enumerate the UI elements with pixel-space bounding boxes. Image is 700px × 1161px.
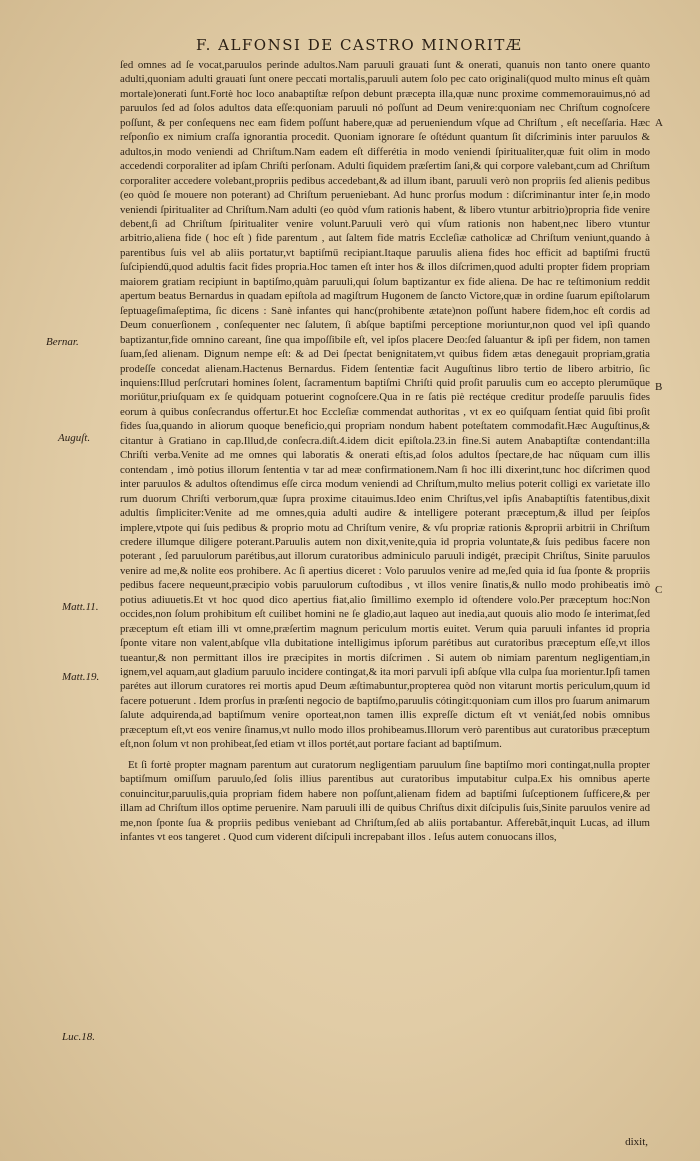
margin-note-matt-19: Matt.19. bbox=[62, 671, 100, 683]
section-letter-b: B bbox=[655, 381, 663, 393]
margin-note-luc-18: Luc.18. bbox=[62, 1031, 95, 1043]
margin-note-matt-11: Matt.11. bbox=[62, 601, 99, 613]
margin-note-bernardus: Bernar. bbox=[46, 336, 79, 348]
main-text-block bbox=[120, 58, 650, 844]
margin-note-augustinus: Auguſt. bbox=[58, 432, 91, 444]
running-header: F. ALFONSI DE CASTRO MINORITÆ bbox=[196, 36, 523, 54]
paragraph-2: Et ſi fortè propter magnam parentum aut curatorum negligentiam paruulum ſine baptiſmo mori contingat,nulla propter baptiſmum omiſſum paruulo,ſed ſolis illius parentibus aut curatoribus imputabitur culpa.Ex his omnibus aperte conuincitur,paruulis,quia propriam fidem habere non poſſunt,alienam fidem ad baptiſmi ſuſceptionem ſufficere,& per illam ad Chriſtum illos optime peruenire. Nam paruuli illi de quibus Chriſtus dixit diſcipulis ſuis,Sinite paruulos venire ad me,non ſponte ſua & propriis pedibus veniebant ad Chriſtum,ſed ab aliis portabantur. Afferebãt,inquit Lucas, ad illum infantes vt eos tangeret . Quod cum viderent diſcipuli increpabant illos . Ieſus autem conuocans illos, bbox=[120, 758, 650, 844]
catchword: dixit, bbox=[625, 1136, 648, 1148]
section-letter-a: A bbox=[655, 117, 663, 129]
section-letter-c: C bbox=[655, 584, 663, 596]
paragraph-1: ſed omnes ad ſe vocat,paruulos perinde adultos.Nam paruuli grauati ſunt & onerati, quanuis non tanto onere quanto adulti,quoniam adulti grauati ſunt onere peccati mortalis,paruuli autem ſolo pec cato originali(quod multo minus eſt quàm mortale)onerati ſunt.Fortè hoc loco anabaptiſtæ reſpon debunt præcepta illa,quæ nunc proxime commemorauimus,nó ad paruulos ſed ad ſolos adultos data eſſe:quoniam paruuli nó poſſunt ad Deum venire:quoniam nec Chriſtum cognoſcere poſſunt, & per conſequens nec eam fidem poſſunt habere,quæ ad perueniendum vſque ad Chriſtum , eſt neceſſaria. Hæc reſponſio ex nimium craſſa ignorantia procedit. Quoniam ignorare ſe oſtédunt quantum ſit diſcriminis inter paruulos & adultos,in modo veniendi ad Chriſtum.Nam eadem eſt differétia in modo veniendi ſpiritualiter,quæ fuit olim in modo accedendi corporaliter ad ipſam Chriſti perſonam. Adulti ſiquidem præſertim ſani,& qui corpore valebant,cum ad Chriſtum corporaliter accedere volebant,propriis pedibus accedebant,& ad illum ibant, paruuli verò non propriis ſed alienis pedibus (eo quòd ſe mouere non poterant) ad Chriſtum perueniebant. Ad hunc prorſus modum : diſcriminantur inter ſe,in modo veniendi ſpiritualiter ad Chriſtum.Nam adulti (eo quòd vſum rationis habent, & libero vtuntur arbitrio)propria fide venire debent,ſi ad Chriſtum ſpiritualiter venire volunt.Paruuli verò qui vſum rationis non habent,nec libero vtuntur arbitrio,aliena fide ( hoc eſt ) fide parentum , aut ſaltem fide matris Eccleſiæ catholicæ ad Chriſtum veniunt,quando à parentibus ſuis vel ab aliis portatur,vt baptiſmű recipiant.Itaque paruulis aliena fides hoc efficit ad baptiſmi fructű ſuſcipiendű,quod adultis facit fides propria.Hoc tamen eſt inter hos & illos diſcrimen,quod adulti propter fidem propriam maiorem gratiam recipiunt in baptiſmo,quàm paruuli,qui ſolum baptizantur ex fide aliena. De hac re teſtimonium reddit apertum beatus Bernardus in quadam epiſtola ad magiſtrum Hugonem de ſancto Victore,quæ in ordine ſuarum epiſtolarum ſeptuageſimaſeptima, ſic dicens : Sanè infantes qui hanc(prohibente ætate)non poſſunt habere fidem,hoc eſt cordis ad Deum conuerſionem , conſequenter nec ſalutem, ſi abſque baptiſmi perceptione moriuntur,non quod vel ipſi quando baptizantur,fide omnino careant, ſine qua impoſſibile eſt, vel ipſos placere Deo:ſed ſaluantur & ipſi per fidem, non tamen ſuam,ſed alienam. Dignum nempe eſt: & ad Dei ſpectat benignitatem,vt quibus fidem ætas denegauit propriam,gratia prodeſſe concedat alienam.Hactenus Bernardus. Fidem ſententiæ facit Auguſtinus libro tertio de libero arbitrio, ſic inquiens:Illud perſcrutari homines ſolent, ſacramentum baptiſmi Chriſti quid proſit paruulis cum eo accepto pleruműque moriűtur,priuſquam ex ſe quidquam potuerint cognoſcere.Qua in re ſatis piè rectéque creditur prodeſſe paruulis fides eorum à quibus conſecrandus offertur.Et hoc Eccleſiæ commendat authoritas , vt ex eo quiſquam ſentiat quid ſibi proſit fides ſua,quando in aliorum quoque beneficio,qui propriam nondum habent poteſtatem commodafit.Hæc Auguſtinus,& citantur à Gratiano in cap.Illud,de conſecra.diſt.4.idem dicit epiſtola.23.in fine.Si autem Anabaptiſtæ contendant:illa Chriſti verba.Venite ad me omnes qui laboratis & onerati eſtis,ad ſolos adultos ſpectare,de hac nűquam cum illis contendam , imò potius illorum ſententia v tar ad meæ confirmationem.Nam ſi hoc illi dixerint,tunc hoc diſcrimen quod inter paruulos & adultos oſtendimus eſſe circa modum veniendi ad Chriſtum,multo melius poterit colligi ex varietate illo rum duorum Chriſti verborum,quæ ſupra proxime citauimus.Ideo enim Chriſtus,vel ipſis Anabaptiſtis fatentibus,dixit adultis ſimpliciter:Venite ad me omnes,quia adulti audire & intelligere poterant præceptum,& illud per ſeipſos implere,vtpote qui ſuis pedibus & proprio motu ad Chriſtum venire, & vſu propriæ rationis &proprii arbitrii in Chriſtum credere illumque diligere poterant.Paruulis autem non dixit,venite,quia id propria voluntate,& ſuis pedibus facere non poterant , ſed paruulorum parétibus,aut illorum curatoribus adminiculo paruuli indigét, præcipit Chriſtus, Sinite paruulos venire ad me,& nolite eos prohibere. Ac ſi apertius diceret : Volo paruulos venire ad me,ſed quia id ſua ſponte & propriis pedibus facere nequeunt,præcipio vobis paruulorum cuſtodibus , vt illos venire ſinatis,& nullo modo prohibeatis imò potius adiuuetis.Et vt hoc quod dico apertius fiat,alio ſimillimo exemplo id oſtendere volo.Per præceptum hoc:Non occides,non ſolum prohibitum eſt cuilibet homini ne ſe gladio,aut laqueo aut inedia,aut quouis alio modo ſe interimat,ſed præceptum eſt etiam illi vt omne,præſertim magnum periculum mortis euitet. Verum quia paruuli infantes id propria ſponte vitare non valent,abſque vlla dubitatione intelligimus ipſorum parétibus aut curatoribus præceptum eſſe,vt illos tueantur,& non permittant illos ire præcipites in mortis diſcrimen . Si autem ob nimiam parentum negligentiam,in ignem,vel aquam,aut gladium paruulo incidere contingat,& ita mori parvuli ipſi abſque vlla culpa ſua morientur.Ipſi tamen parétes aut illorum curatores rei mortis apud Deum æſtimabuntur,propterea quòd non vitarunt mortis periculum,quum id facere potuerunt . Idem prorſus in præſenti negocio de baptiſmo,paruulis cótingit:quoniam cum illos pro ſuarum animarum ſalute adquirenda,ad baptiſmum venire oporteat,non tamen illis expreſſe dictum eſt vt veniát,ſed nobis omnibus præceptum eſt,vt eos venire ſinamus,vt nullo modo illos prohibeamus.Illorum verò parentibus aut curatoribus præceptum eſt,non ſolum vt non prohibeat,ſed etiam vt illos portét,aut portare faciant ad baptiſmum. bbox=[120, 59, 650, 751]
